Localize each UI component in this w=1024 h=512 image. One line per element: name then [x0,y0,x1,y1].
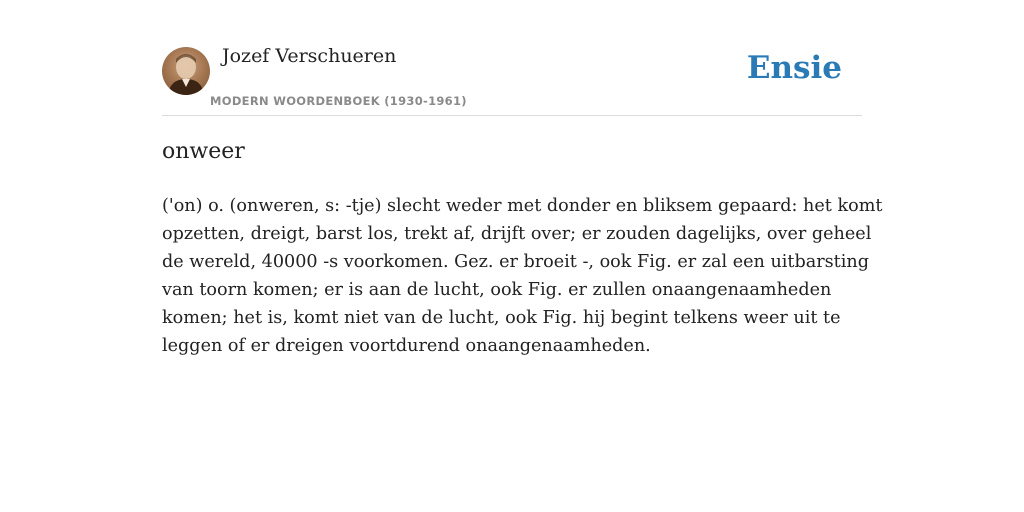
author-avatar[interactable] [162,47,210,95]
definition-line: de wereld, 40000 -s voorkomen. Gez. er broeit -, ook Fig. er zal een uitbarsting [162,252,869,272]
definition-line: leggen of er dreigen voortdurend onaangenaamheden. [162,336,651,356]
header [162,44,862,116]
portrait-icon [162,47,210,95]
source-title[interactable]: MODERN WOORDENBOEK (1930-1961) [210,94,467,108]
definition-line: opzetten, dreigt, barst los, trekt af, drijft over; er zouden dagelijks, over geheel [162,224,872,244]
definition-line: van toorn komen; er is aan de lucht, ook Fig. er zullen onaangenaamheden [162,280,832,300]
brand-logo[interactable]: Ensie [746,50,842,86]
entry-definition [162,192,883,360]
entry-term: onweer [162,139,245,164]
author-name[interactable]: Jozef Verschueren [222,45,397,67]
definition-line: ('on) o. (onweren, s: -tje) slecht weder met donder en bliksem gepaard: het komt [162,196,883,216]
definition-line: komen; het is, komt niet van de lucht, ook Fig. hij begint telkens weer uit te [162,308,841,328]
